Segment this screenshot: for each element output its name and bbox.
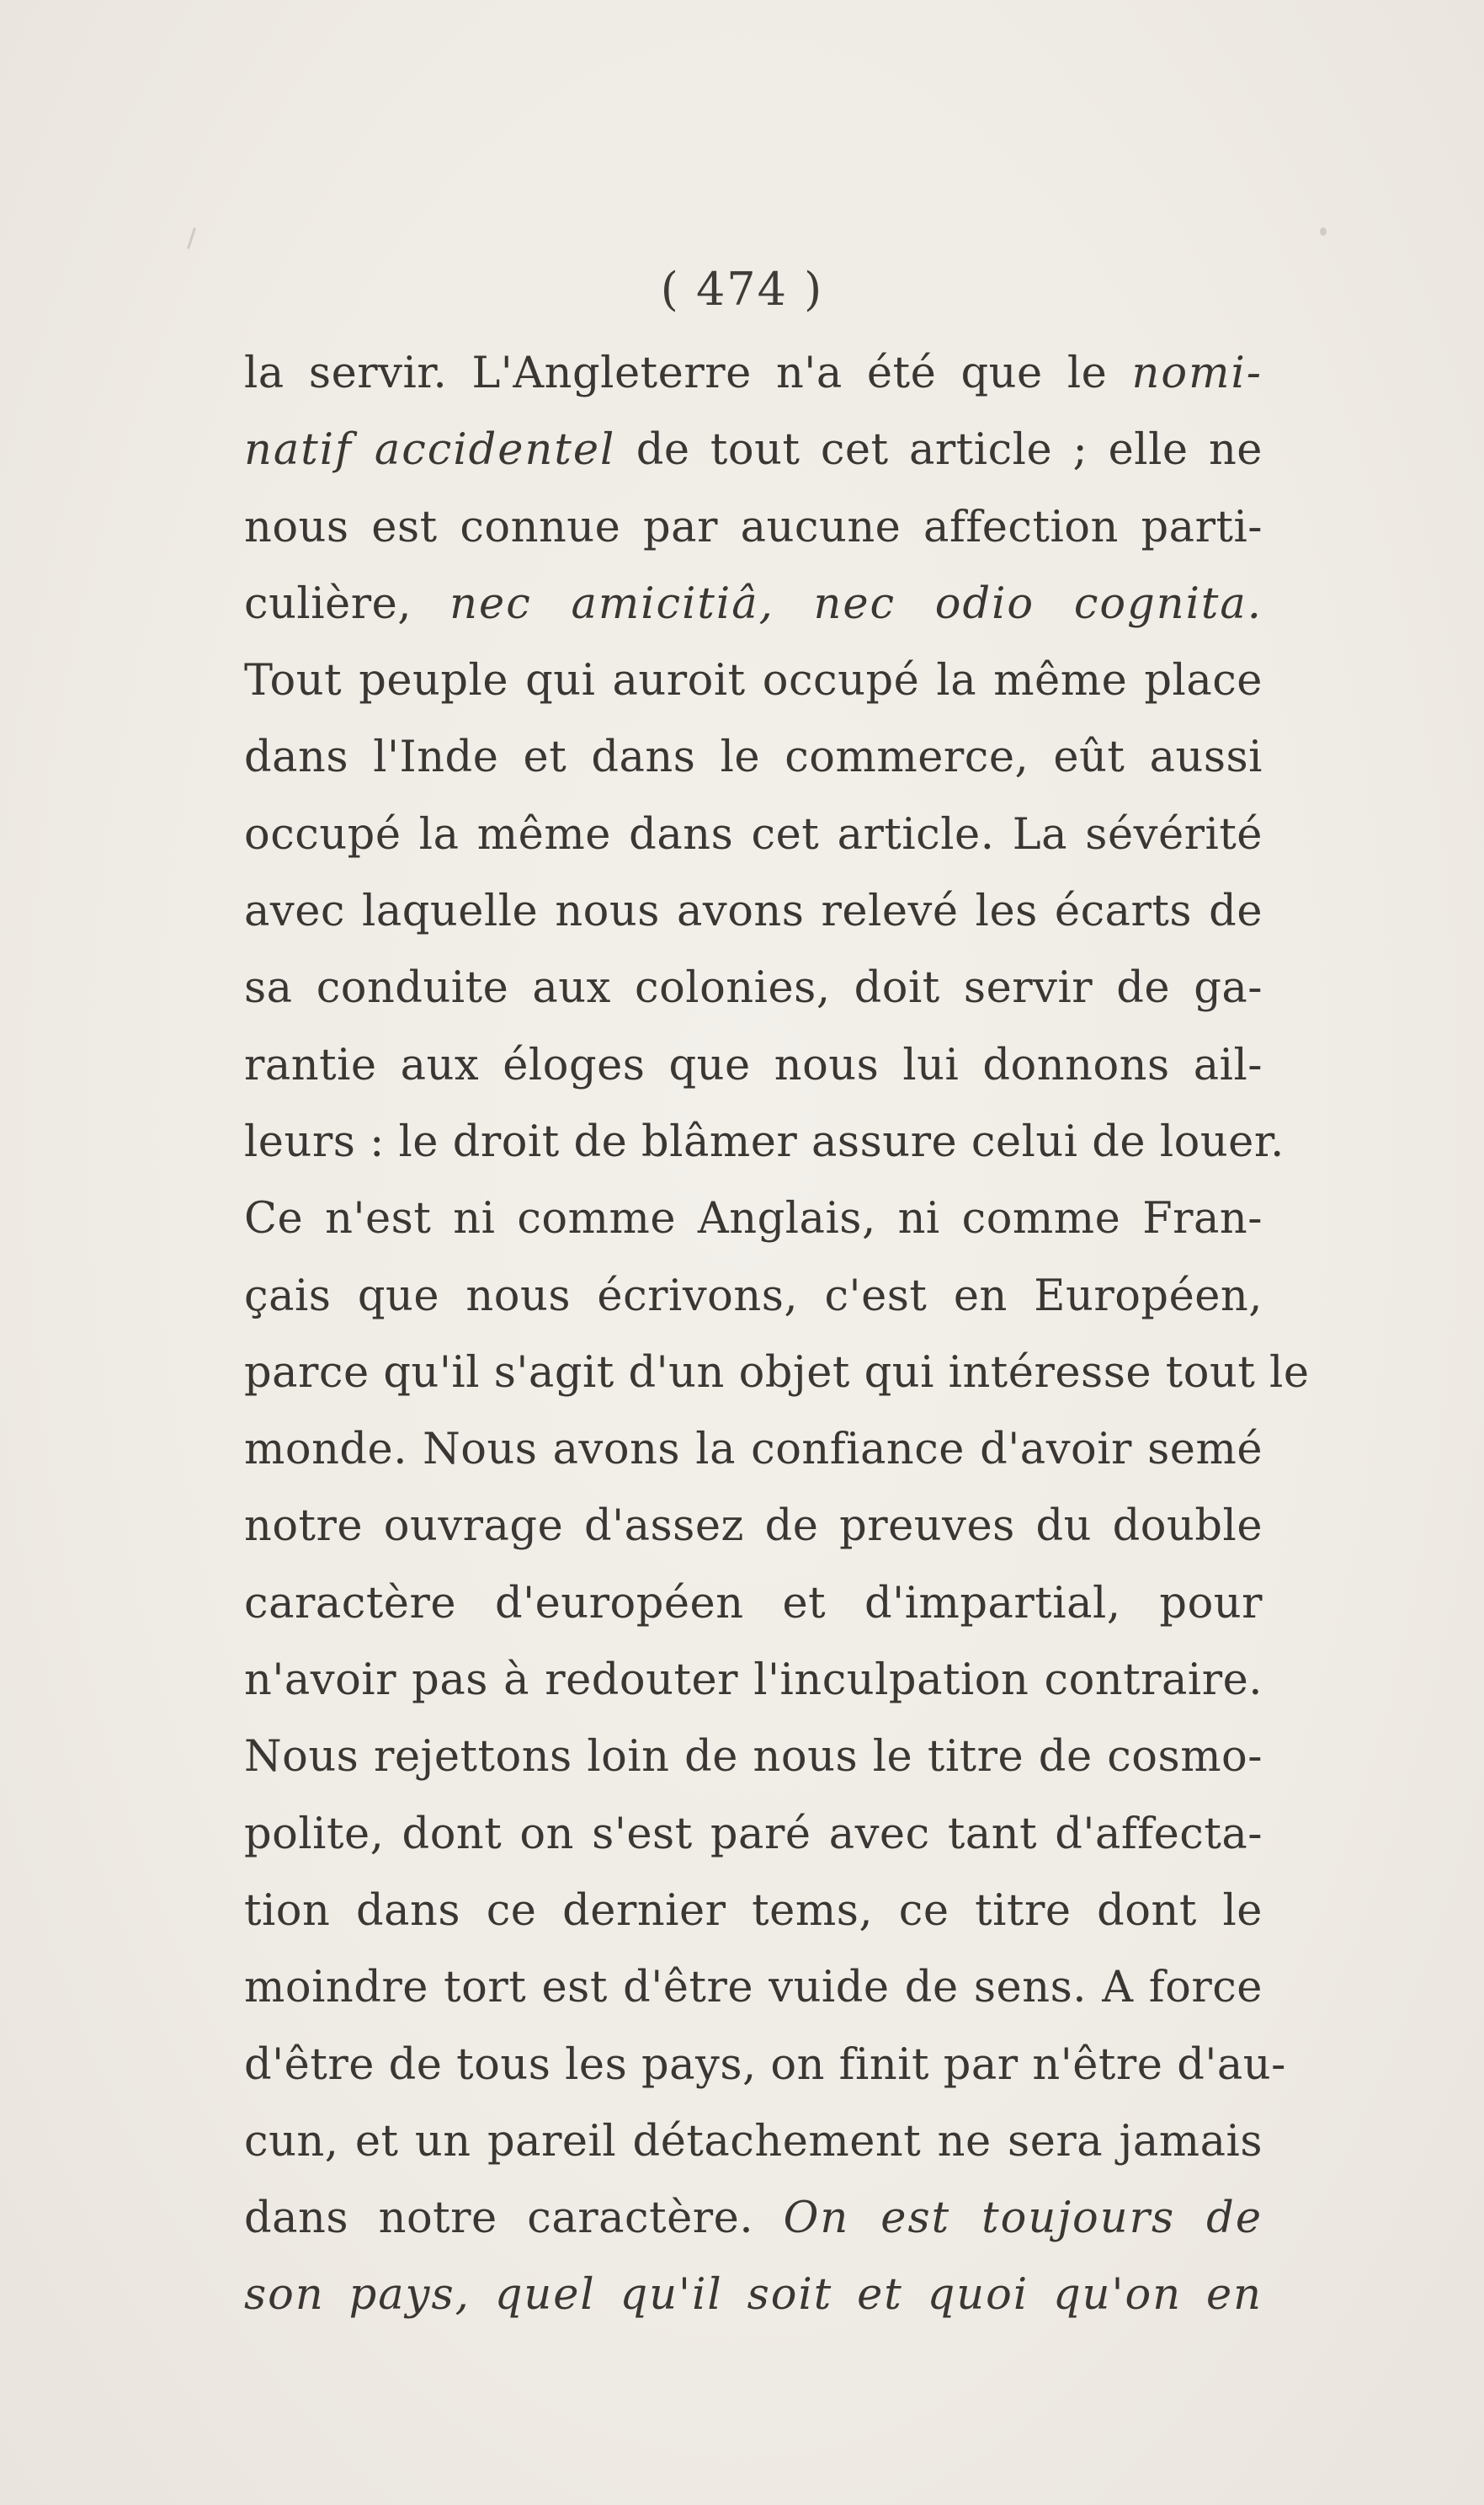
paper-speck <box>1320 227 1327 236</box>
text-line: avec laquelle nous avons relevé les écarts de <box>244 887 1263 937</box>
text-line: rantie aux éloges que nous lui donnons ail- <box>244 1040 1263 1090</box>
text-line: dans l'Inde et dans le commerce, eût aussi <box>244 733 1263 783</box>
text-line: sa conduite aux colonies, doit servir de ga- <box>244 963 1263 1014</box>
text-line: polite, dont on s'est paré avec tant d'affecta- <box>244 1809 1263 1859</box>
text-line: Nous rejettons loin de nous le titre de cosmo- <box>244 1732 1263 1783</box>
text-line: çais que nous écrivons, c'est en Européen, <box>244 1271 1263 1321</box>
text-line: culière, nec amicitiâ, nec odio cognita. <box>244 578 1263 629</box>
page-number: ( 474 ) <box>660 263 824 316</box>
text-line: monde. Nous avons la confiance d'avoir semé <box>244 1425 1263 1475</box>
text-line: leurs : le droit de blâmer assure celui de louer. <box>244 1117 1285 1167</box>
text-line: moindre tort est d'être vuide de sens. A force <box>244 1963 1263 2013</box>
text-line: n'avoir pas à redouter l'inculpation contraire. <box>244 1655 1263 1706</box>
text-line: dans notre caractère. On est toujours de <box>244 2193 1263 2244</box>
text-line: occupé la même dans cet article. La sévérité <box>244 809 1263 860</box>
text-line: cun, et un pareil détachement ne sera jamais <box>244 2116 1263 2167</box>
text-line: Ce n'est ni comme Anglais, ni comme Fran- <box>244 1194 1263 1245</box>
body-text <box>244 335 1310 2334</box>
text-line: natif accidentel de tout cet article ; elle ne <box>244 425 1263 476</box>
text-line: d'être de tous les pays, on finit par n'être d'au- <box>244 2039 1286 2090</box>
text-line: la servir. L'Angleterre n'a été que le nomi- <box>244 349 1263 398</box>
text-line: parce qu'il s'agit d'un objet qui intéresse tout le <box>244 1347 1310 1398</box>
text-line: Tout peuple qui auroit occupé la même place <box>244 656 1263 706</box>
text-line: tion dans ce dernier tems, ce titre dont le <box>244 1885 1263 1936</box>
paper-speck <box>187 227 196 249</box>
text-line: nous est connue par aucune affection parti- <box>244 502 1263 552</box>
text-line: caractère d'européen et d'impartial, pour <box>244 1578 1263 1628</box>
text-line: notre ouvrage d'assez de preuves du double <box>244 1501 1263 1552</box>
text-line: son pays, quel qu'il soit et quoi qu'on en <box>244 2270 1263 2321</box>
